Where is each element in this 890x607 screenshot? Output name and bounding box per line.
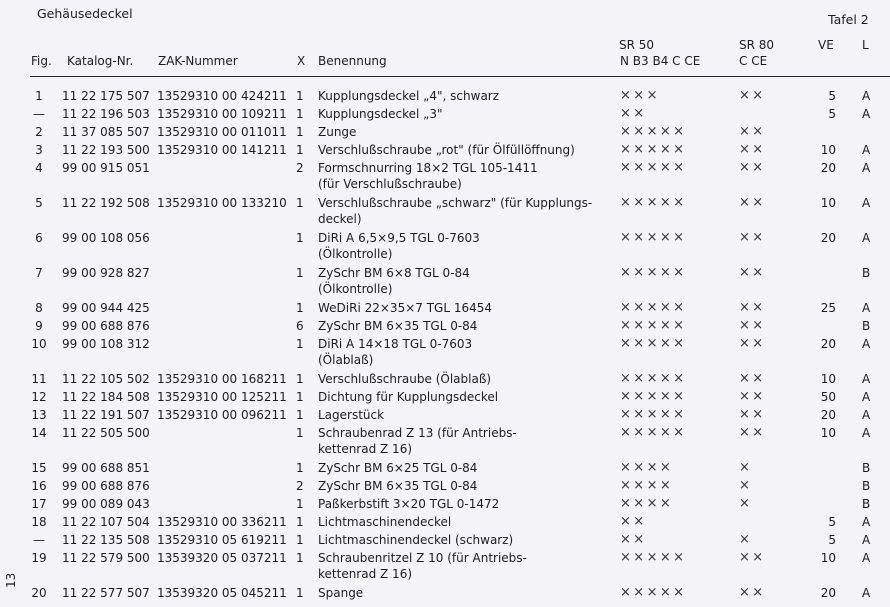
cell-fig: 5 <box>35 196 43 210</box>
cell-sr50: ××××× <box>620 230 687 245</box>
table-row <box>0 460 890 479</box>
cell-benennung: DiRi A 14×18 TGL 0-7603 <box>318 337 473 351</box>
cell-benennung: Formschnurring 18×2 TGL 105-1411 <box>318 161 538 175</box>
cell-ve: 5 <box>828 89 836 103</box>
cell-ve: 10 <box>820 372 836 386</box>
header-zak: ZAK-Nummer <box>158 54 238 68</box>
table-row <box>0 195 890 226</box>
cell-zak: 13529310 05 619211 <box>157 533 287 547</box>
cell-zak: 13529310 00 141211 <box>157 143 287 157</box>
cell-l: A <box>862 408 871 422</box>
cell-l: B <box>862 319 871 333</box>
tafel-label: Tafel 2 <box>828 12 869 27</box>
cell-benennung: Zunge <box>318 125 357 139</box>
cell-l: A <box>862 533 871 547</box>
cell-l: A <box>862 337 871 351</box>
cell-ve: 10 <box>820 426 836 440</box>
table-row <box>0 230 890 261</box>
cell-x: 1 <box>296 586 304 600</box>
cell-katalog: 11 22 579 500 <box>62 551 150 565</box>
cell-sr80: ×× <box>739 336 766 351</box>
cell-benennung-continued: deckel) <box>318 212 362 226</box>
cell-x: 1 <box>296 497 304 511</box>
cell-benennung: Verschlußschraube (Ölablaß) <box>318 372 492 386</box>
cell-x: 6 <box>296 319 304 333</box>
cell-fig: 11 <box>31 372 47 386</box>
cell-l: A <box>862 196 871 210</box>
cell-sr50: ××××× <box>620 318 687 333</box>
cell-ve: 20 <box>820 161 836 175</box>
cell-sr50: ×××× <box>620 496 674 511</box>
cell-katalog: 99 00 688 876 <box>62 479 150 493</box>
cell-katalog: 11 22 192 508 <box>62 196 150 210</box>
cell-benennung: ZySchr BM 6×8 TGL 0-84 <box>318 266 470 280</box>
cell-sr50: ××××× <box>620 550 687 565</box>
cell-ve: 20 <box>820 231 836 245</box>
cell-x: 1 <box>296 266 304 280</box>
cell-benennung: Dichtung für Kupplungsdeckel <box>318 390 499 404</box>
page-number: 13 <box>4 572 18 588</box>
cell-sr80: × <box>739 496 753 511</box>
cell-zak: 13529310 00 011011 <box>157 125 287 139</box>
cell-sr80: ×× <box>739 407 766 422</box>
table-row <box>0 265 890 296</box>
cell-fig: 12 <box>31 390 47 404</box>
cell-sr80: ×× <box>739 265 766 280</box>
cell-ve: 5 <box>828 533 836 547</box>
cell-l: B <box>862 479 871 493</box>
cell-benennung: Kupplungsdeckel „3" <box>318 107 443 121</box>
cell-sr50: ×× <box>620 106 647 121</box>
cell-fig: 2 <box>35 125 43 139</box>
cell-x: 1 <box>296 426 304 440</box>
cell-x: 1 <box>296 408 304 422</box>
cell-benennung-continued: (Ölablaß) <box>318 353 374 367</box>
cell-ve: 5 <box>828 515 836 529</box>
cell-sr50: ××××× <box>620 336 687 351</box>
cell-sr50: ××××× <box>620 142 687 157</box>
cell-fig: 14 <box>31 426 47 440</box>
table-row <box>0 336 890 367</box>
cell-l: A <box>862 586 871 600</box>
cell-benennung-continued: (Ölkontrolle) <box>318 282 393 296</box>
cell-l: A <box>862 426 871 440</box>
cell-l: B <box>862 461 871 475</box>
cell-benennung: Schraubenrad Z 13 (für Antriebs- <box>318 426 517 440</box>
cell-sr80: ×× <box>739 160 766 175</box>
cell-katalog: 11 22 577 507 <box>62 586 150 600</box>
cell-fig: 16 <box>31 479 47 493</box>
cell-katalog: 99 00 944 425 <box>62 301 150 315</box>
table-row <box>0 88 890 107</box>
cell-katalog: 99 00 928 827 <box>62 266 150 280</box>
table-row <box>0 478 890 497</box>
cell-sr80: ×× <box>739 142 766 157</box>
cell-zak: 13529310 00 424211 <box>157 89 287 103</box>
header-fig: Fig. <box>31 54 52 68</box>
cell-sr50: ××××× <box>620 124 687 139</box>
cell-benennung-continued: (für Verschlußschraube) <box>318 177 462 191</box>
cell-benennung: ZySchr BM 6×25 TGL 0-84 <box>318 461 478 475</box>
cell-sr80: ×× <box>739 389 766 404</box>
cell-sr50: ××××× <box>620 195 687 210</box>
header-x: X <box>297 54 306 68</box>
cell-katalog: 11 22 184 508 <box>62 390 150 404</box>
cell-benennung: Verschlußschraube „rot" (für Ölfüllöffnung) <box>318 143 575 157</box>
cell-fig: 6 <box>35 231 43 245</box>
cell-fig: — <box>33 107 45 121</box>
cell-fig: 15 <box>31 461 47 475</box>
table-row <box>0 300 890 319</box>
cell-fig: 17 <box>31 497 47 511</box>
cell-zak: 13539320 05 037211 <box>157 551 287 565</box>
cell-sr80: × <box>739 532 753 547</box>
header-ve: VE <box>818 38 834 52</box>
cell-ve: 50 <box>820 390 836 404</box>
cell-katalog: 11 22 105 502 <box>62 372 150 386</box>
cell-sr80: ×× <box>739 88 766 103</box>
cell-x: 1 <box>296 143 304 157</box>
cell-sr50: ×××× <box>620 478 674 493</box>
table-row <box>0 142 890 161</box>
header-sr80-sub: C CE <box>739 54 768 68</box>
cell-zak: 13529310 00 168211 <box>157 372 287 386</box>
cell-l: A <box>862 301 871 315</box>
header-sr50-sub: N B3 B4 C CE <box>620 54 701 68</box>
cell-benennung: Paßkerbstift 3×20 TGL 0-1472 <box>318 497 500 511</box>
cell-katalog: 99 00 108 312 <box>62 337 150 351</box>
cell-l: A <box>862 89 871 103</box>
cell-fig: 7 <box>35 266 43 280</box>
cell-ve: 25 <box>820 301 836 315</box>
header-sr80: SR 80 <box>739 38 775 52</box>
table-row <box>0 496 890 515</box>
cell-katalog: 11 22 196 503 <box>62 107 150 121</box>
cell-sr50: ××××× <box>620 585 687 600</box>
cell-ve: 10 <box>820 196 836 210</box>
cell-ve: 20 <box>820 408 836 422</box>
cell-x: 1 <box>296 515 304 529</box>
cell-sr50: ××××× <box>620 160 687 175</box>
cell-sr80: ×× <box>739 425 766 440</box>
cell-zak: 13529310 00 133210 <box>157 196 287 210</box>
cell-fig: 1 <box>35 89 43 103</box>
cell-ve: 20 <box>820 586 836 600</box>
cell-katalog: 99 00 915 051 <box>62 161 150 175</box>
cell-sr80: ×× <box>739 585 766 600</box>
cell-sr80: ×× <box>739 318 766 333</box>
table-row <box>0 550 890 581</box>
cell-katalog: 11 22 191 507 <box>62 408 150 422</box>
cell-zak: 13529310 00 125211 <box>157 390 287 404</box>
cell-x: 1 <box>296 372 304 386</box>
cell-zak: 13529310 00 109211 <box>157 107 287 121</box>
cell-benennung: WeDiRi 22×35×7 TGL 16454 <box>318 301 493 315</box>
cell-benennung-continued: (Ölkontrolle) <box>318 247 393 261</box>
cell-fig: 3 <box>35 143 43 157</box>
cell-sr80: ×× <box>739 230 766 245</box>
table-row <box>0 407 890 426</box>
table-row <box>0 389 890 408</box>
cell-benennung: Lagerstück <box>318 408 385 422</box>
table-row <box>0 318 890 337</box>
cell-benennung-continued: kettenrad Z 16) <box>318 567 413 581</box>
cell-katalog: 11 37 085 507 <box>62 125 150 139</box>
cell-sr80: ×× <box>739 550 766 565</box>
cell-benennung: ZySchr BM 6×35 TGL 0-84 <box>318 319 478 333</box>
cell-l: A <box>862 551 871 565</box>
cell-fig: 9 <box>35 319 43 333</box>
header-l: L <box>862 38 869 52</box>
cell-x: 1 <box>296 461 304 475</box>
cell-x: 1 <box>296 125 304 139</box>
cell-x: 1 <box>296 231 304 245</box>
cell-x: 2 <box>296 161 304 175</box>
header-katalog: Katalog-Nr. <box>67 54 134 68</box>
cell-benennung: Spange <box>318 586 364 600</box>
cell-ve: 5 <box>828 107 836 121</box>
cell-l: A <box>862 161 871 175</box>
cell-sr80: × <box>739 478 753 493</box>
cell-katalog: 99 00 089 043 <box>62 497 150 511</box>
table-row <box>0 585 890 604</box>
cell-l: A <box>862 143 871 157</box>
cell-fig: 4 <box>35 161 43 175</box>
cell-l: B <box>862 497 871 511</box>
cell-ve: 20 <box>820 337 836 351</box>
cell-sr50: ××× <box>620 88 660 103</box>
cell-zak: 13529310 00 096211 <box>157 408 287 422</box>
cell-benennung: DiRi A 6,5×9,5 TGL 0-7603 <box>318 231 480 245</box>
cell-l: A <box>862 107 871 121</box>
cell-x: 1 <box>296 89 304 103</box>
cell-katalog: 11 22 193 500 <box>62 143 150 157</box>
cell-l: B <box>862 266 871 280</box>
cell-benennung: Schraubenritzel Z 10 (für Antriebs- <box>318 551 527 565</box>
cell-l: A <box>862 515 871 529</box>
cell-benennung: Lichtmaschinendeckel <box>318 515 452 529</box>
table-row <box>0 532 890 551</box>
cell-x: 1 <box>296 533 304 547</box>
cell-x: 2 <box>296 479 304 493</box>
cell-benennung-continued: kettenrad Z 16) <box>318 442 413 456</box>
cell-benennung: Kupplungsdeckel „4", schwarz <box>318 89 500 103</box>
cell-fig: 19 <box>31 551 47 565</box>
table-row <box>0 371 890 390</box>
cell-benennung: ZySchr BM 6×35 TGL 0-84 <box>318 479 478 493</box>
cell-sr50: ×× <box>620 532 647 547</box>
cell-sr50: ×× <box>620 514 647 529</box>
cell-katalog: 11 22 107 504 <box>62 515 150 529</box>
cell-katalog: 11 22 175 507 <box>62 89 150 103</box>
cell-fig: 18 <box>31 515 47 529</box>
table-row <box>0 425 890 456</box>
cell-katalog: 11 22 135 508 <box>62 533 150 547</box>
cell-sr80: ×× <box>739 195 766 210</box>
cell-zak: 13539320 05 045211 <box>157 586 287 600</box>
cell-zak: 13529310 00 336211 <box>157 515 287 529</box>
cell-sr50: ××××× <box>620 371 687 386</box>
cell-katalog: 99 00 108 056 <box>62 231 150 245</box>
cell-sr50: ××××× <box>620 407 687 422</box>
cell-x: 1 <box>296 107 304 121</box>
cell-katalog: 99 00 688 851 <box>62 461 150 475</box>
header-benennung: Benennung <box>318 54 387 68</box>
page-title: Gehäusedeckel <box>37 6 133 21</box>
cell-sr80: ×× <box>739 124 766 139</box>
table-row <box>0 106 890 125</box>
cell-x: 1 <box>296 551 304 565</box>
cell-sr80: ×× <box>739 300 766 315</box>
cell-benennung: Lichtmaschinendeckel (schwarz) <box>318 533 514 547</box>
cell-sr50: ××××× <box>620 425 687 440</box>
cell-fig: — <box>33 533 45 547</box>
cell-benennung: Verschlußschraube „schwarz" (für Kupplungs- <box>318 196 593 210</box>
cell-ve: 10 <box>820 551 836 565</box>
header-rule <box>30 76 890 77</box>
cell-sr80: × <box>739 460 753 475</box>
header-sr50: SR 50 <box>619 38 655 52</box>
cell-fig: 20 <box>31 586 47 600</box>
table-row <box>0 124 890 143</box>
table-row <box>0 160 890 191</box>
cell-sr50: ××××× <box>620 265 687 280</box>
cell-l: A <box>862 390 871 404</box>
cell-x: 1 <box>296 337 304 351</box>
cell-katalog: 99 00 688 876 <box>62 319 150 333</box>
cell-fig: 13 <box>31 408 47 422</box>
cell-katalog: 11 22 505 500 <box>62 426 150 440</box>
cell-sr50: ××××× <box>620 389 687 404</box>
table-row <box>0 514 890 533</box>
cell-l: A <box>862 231 871 245</box>
cell-ve: 10 <box>820 143 836 157</box>
cell-sr50: ×××× <box>620 460 674 475</box>
cell-x: 1 <box>296 301 304 315</box>
cell-x: 1 <box>296 390 304 404</box>
cell-l: A <box>862 372 871 386</box>
cell-sr50: ××××× <box>620 300 687 315</box>
cell-fig: 10 <box>31 337 47 351</box>
cell-x: 1 <box>296 196 304 210</box>
cell-fig: 8 <box>35 301 43 315</box>
cell-sr80: ×× <box>739 371 766 386</box>
